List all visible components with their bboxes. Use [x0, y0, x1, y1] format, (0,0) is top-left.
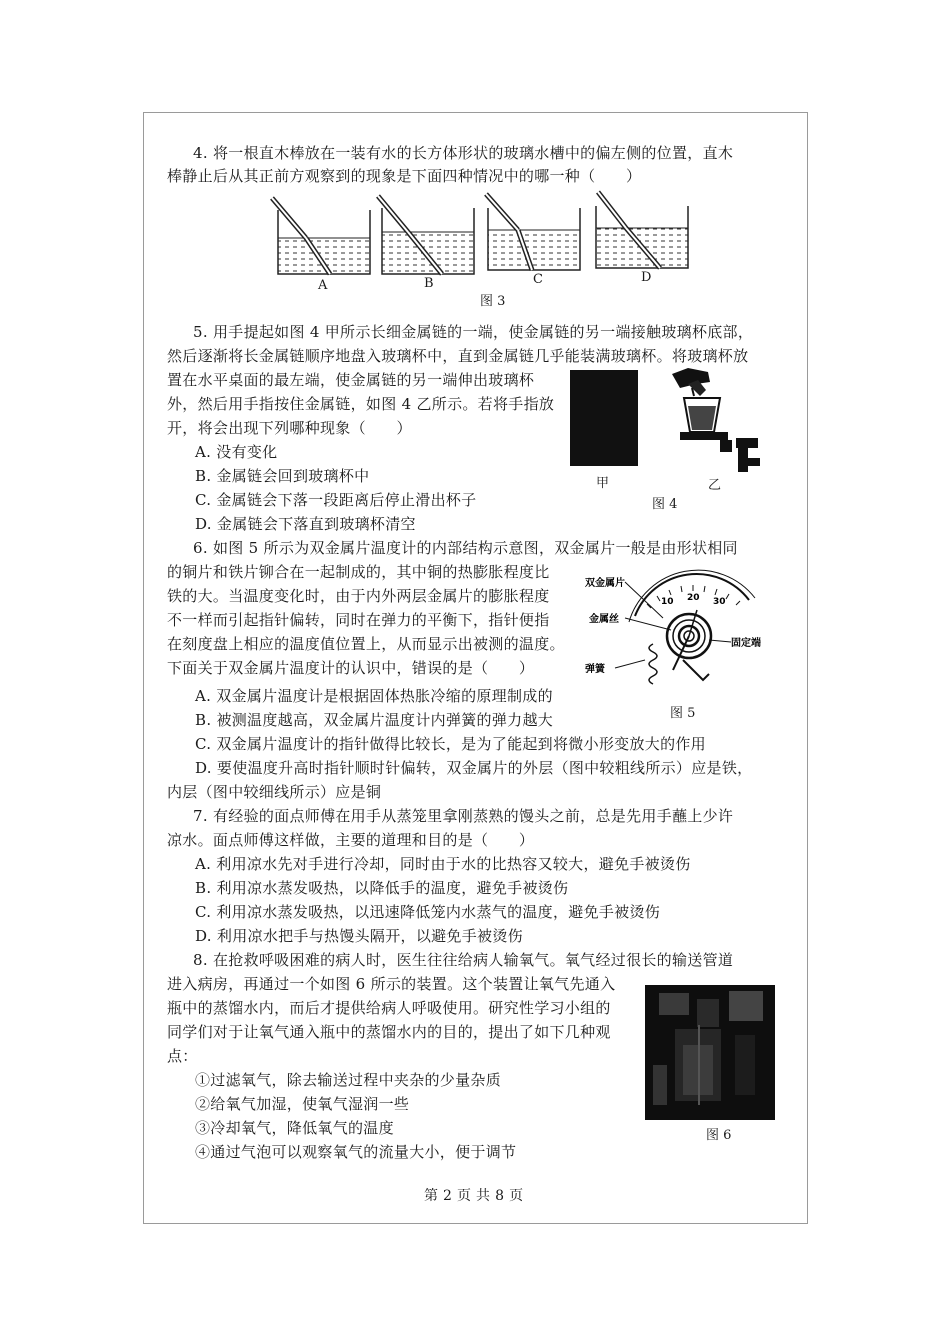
- q5-option-a: A. 没有变化: [195, 443, 278, 461]
- q8-line-5: 点：: [167, 1047, 198, 1065]
- q6-line-4: 不一样而引起指针偏转，同时在弹力的平衡下，指针便指: [167, 611, 550, 629]
- q6-line-3: 铁的大。当温度变化时，由于内外两层金属片的膨胀程度: [167, 587, 550, 605]
- q6-option-a: A. 双金属片温度计是根据固体热胀冷缩的原理制成的: [195, 687, 553, 705]
- figure-4-chain: [570, 366, 770, 471]
- figure-4-right-photo: [672, 368, 760, 472]
- figure-5-label-spring: 弹簧: [585, 664, 605, 675]
- figure-4-label-yi: 乙: [708, 478, 722, 493]
- figure-5-caption: 图 5: [670, 706, 696, 721]
- q6-option-c: C. 双金属片温度计的指针做得比较长，是为了能起到将微小形变放大的作用: [195, 735, 706, 753]
- figure-4-label-jia: 甲: [596, 476, 610, 491]
- q5-line-3: 置在水平桌面的最左端，使金属链的另一端伸出玻璃杯: [167, 371, 535, 389]
- figure-5-label-bimetal: 双金属片: [585, 578, 625, 589]
- figure-5-tick-20: 20: [687, 593, 700, 603]
- q7-option-c: C. 利用凉水蒸发吸热，以迅速降低笼内水蒸气的温度，避免手被烫伤: [195, 903, 661, 921]
- figure-5-label-wire: 金属丝: [589, 614, 619, 625]
- q7-option-d: D. 利用凉水把手与热馒头隔开，以避免手被烫伤: [195, 927, 523, 945]
- q8-option-3: ③冷却氧气，降低氧气的温度: [195, 1119, 394, 1137]
- q8-line-2: 进入病房，再通过一个如图 6 所示的装置。这个装置让氧气先通入: [167, 975, 616, 993]
- figure-5-tick-30: 30: [713, 597, 726, 607]
- tank-b: [378, 196, 474, 274]
- q4-line-2: 棒静止后从其正前方观察到的现象是下面四种情况中的哪一种（ ）: [167, 167, 642, 185]
- q6-line-1: 6. 如图 5 所示为双金属片温度计的内部结构示意图，双金属片一般是由形状相同: [193, 539, 738, 557]
- q8-line-4: 同学们对于让氧气通入瓶中的蒸馏水内的目的，提出了如下几种观: [167, 1023, 611, 1041]
- q7-line-1: 7. 有经验的面点师傅在用手从蒸笼里拿刚蒸熟的馒头之前，总是先用手蘸上少许: [193, 807, 734, 825]
- figure-3-caption: 图 3: [480, 294, 506, 309]
- q6-option-d-line-2: 内层（图中较细线所示）应是铜: [167, 783, 382, 801]
- q7-option-b: B. 利用凉水蒸发吸热，以降低手的温度，避免手被烫伤: [195, 879, 569, 897]
- q8-line-3: 瓶中的蒸馏水内，而后才提供给病人呼吸使用。研究性学习小组的: [167, 999, 611, 1017]
- q5-option-b: B. 金属链会回到玻璃杯中: [195, 467, 370, 485]
- q8-line-1: 8. 在抢救呼吸困难的病人时，医生往往给病人输氧气。氧气经过很长的输送管道: [193, 951, 734, 969]
- q5-line-2: 然后逐渐将长金属链顺序地盘入玻璃杯中，直到金属链几乎能装满玻璃杯。将玻璃杯放: [167, 347, 749, 365]
- q8-option-2: ②给氧气加湿，使氧气湿润一些: [195, 1095, 410, 1113]
- q6-line-6: 下面关于双金属片温度计的认识中，错误的是（ ）: [167, 659, 535, 677]
- figure-6-caption: 图 6: [706, 1128, 732, 1143]
- figure-5-tick-10: 10: [661, 597, 674, 607]
- tank-d: [596, 192, 688, 268]
- q4-line-1: 4. 将一根直木棒放在一装有水的长方体形状的玻璃水槽中的偏左侧的位置，直木: [193, 144, 734, 162]
- tank-a: [272, 198, 370, 274]
- option-label-a: A: [318, 278, 328, 293]
- q7-option-a: A. 利用凉水先对手进行冷却，同时由于水的比热容又较大，避免手被烫伤: [195, 855, 691, 873]
- figure-5-label-fixed-end: 固定端: [731, 638, 761, 649]
- figure-4-left-photo: [570, 370, 638, 466]
- q6-option-d-line-1: D. 要使温度升高时指针顺时针偏转，双金属片的外层（图中较粗线所示）应是铁，: [195, 759, 753, 777]
- option-label-b: B: [424, 276, 434, 291]
- figure-4-caption: 图 4: [652, 497, 678, 512]
- figure-6-oxygen-humidifier-photo: [645, 985, 775, 1120]
- page-number-footer: 第 2 页 共 8 页: [424, 1188, 524, 1204]
- q5-option-d: D. 金属链会下落直到玻璃杯清空: [195, 515, 416, 533]
- q7-line-2: 凉水。面点师傅这样做，主要的道理和目的是（ ）: [167, 831, 535, 849]
- q6-line-5: 在刻度盘上相应的温度值位置上，从而显示出被测的温度。: [167, 635, 565, 653]
- q8-option-4: ④通过气泡可以观察氧气的流量大小，便于调节: [195, 1143, 517, 1161]
- q8-option-1: ①过滤氧气，除去输送过程中夹杂的少量杂质: [195, 1071, 502, 1089]
- q6-line-2: 的铜片和铁片铆合在一起制成的，其中铜的热膨胀程度比: [167, 563, 550, 581]
- q6-option-b: B. 被测温度越高，双金属片温度计内弹簧的弹力越大: [195, 711, 554, 729]
- q5-line-1: 5. 用手提起如图 4 甲所示长细金属链的一端，使金属链的另一端接触玻璃杯底部，: [193, 323, 754, 341]
- q5-line-4: 外，然后用手指按住金属链，如图 4 乙所示。若将手指放: [167, 395, 555, 413]
- figure-5-bimetal-thermometer: [585, 560, 775, 695]
- q5-option-c: C. 金属链会下落一段距离后停止滑出杯子: [195, 491, 477, 509]
- option-label-d: D: [641, 270, 652, 285]
- option-label-c: C: [533, 272, 543, 287]
- tank-c: [486, 194, 580, 270]
- q5-line-5: 开，将会出现下列哪种现象（ ）: [167, 419, 412, 437]
